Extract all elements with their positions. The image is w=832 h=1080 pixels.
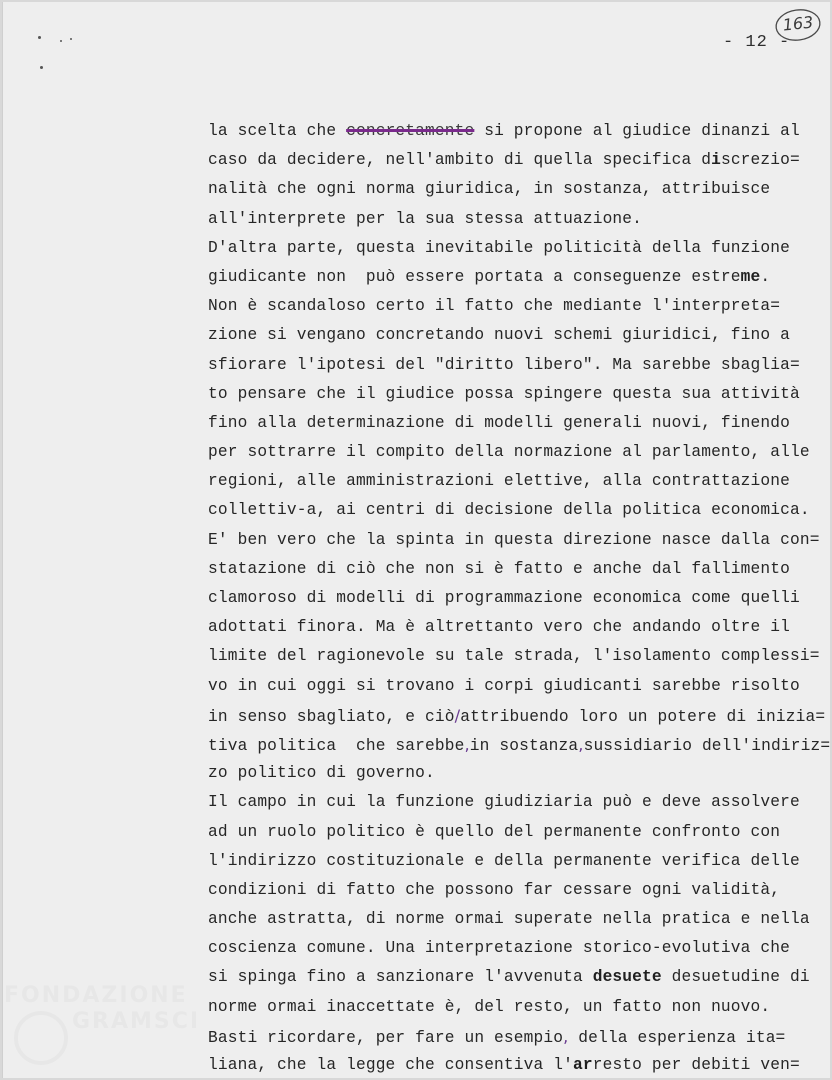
text-segment: tiva politica che sarebbe [208, 736, 465, 755]
text-segment: vo in cui oggi si trovano i corpi giudicanti sarebbe risolto [208, 676, 800, 695]
text-segment: to pensare che il giudice possa spingere questa sua attività [208, 384, 800, 403]
text-line [208, 642, 820, 671]
text-line [208, 905, 808, 934]
text-segment: attribuendo loro un potere di inizia= [460, 707, 826, 726]
text-segment: per sottrarre il compito della normazione al parlamento, alle [208, 443, 810, 462]
text-segment: resto per debiti ven= [592, 1056, 800, 1074]
text-segment: adottati finora. Ma è altrettanto vero che andando oltre il [208, 618, 790, 637]
archive-number-text: 163 [781, 12, 815, 35]
text-line [208, 818, 808, 847]
text-line [208, 1051, 808, 1080]
archive-watermark [0, 975, 230, 1075]
handwritten-mark: / [454, 705, 461, 725]
text-segment: anche astratta, di norme ormai superate nella pratica e nella [208, 910, 810, 929]
text-segment: E' ben vero che la spinta in questa direzione nasce dalla con= [208, 530, 820, 549]
text-segment: sfiorare l'ipotesi del "diritto libero". Ma sarebbe sbaglia= [208, 355, 800, 374]
text-line [208, 292, 808, 321]
text-segment: Il campo in cui la funzione giudiziaria può e deve assolvere [208, 793, 800, 812]
text-line [208, 701, 826, 730]
text-line [208, 146, 808, 175]
text-line [208, 205, 808, 234]
text-line [208, 351, 808, 380]
text-line [208, 234, 808, 263]
text-segment: condizioni di fatto che possono far cessare ogni validità, [208, 880, 781, 899]
text-line [208, 380, 808, 409]
text-segment: nalità che ogni norma giuridica, in sostanza, attribuisce [208, 180, 771, 199]
paper-speck [60, 40, 62, 42]
text-line [208, 584, 808, 613]
handwritten-mark: , [578, 734, 584, 754]
text-segment: clamoroso di modelli di programmazione economica come quelli [208, 589, 800, 607]
text-segment: caso da decidere, nell'ambito di quella specifica d [208, 151, 712, 170]
text-segment: sussidiario dell'indiriz= [583, 736, 831, 755]
text-segment: . [760, 267, 771, 286]
text-segment: limite del ragionevole su tale strada, l'isolamento complessi= [208, 647, 820, 666]
text-line [208, 438, 808, 467]
text-line [208, 555, 808, 584]
text-line [208, 672, 808, 701]
text-segment: Basti ricordare, per fare un esempio [208, 1028, 564, 1047]
text-line [208, 613, 808, 642]
text-segment: giudicante non può essere portata a conseguenze estre [208, 267, 741, 286]
paper-speck [40, 66, 43, 69]
overtyped-text: me [740, 267, 761, 286]
text-segment: zo politico di governo. [208, 764, 435, 783]
text-line [208, 175, 808, 204]
text-segment: regioni, alle amministrazioni elettive, alla contrattazione [208, 472, 790, 491]
overtyped-text: ar [572, 1056, 593, 1074]
text-line [208, 847, 808, 876]
watermark-logo-icon [14, 1011, 68, 1065]
text-segment: della esperienza ita= [568, 1028, 786, 1047]
archive-number-stamp [773, 6, 823, 44]
text-segment: desuetudine di [661, 968, 810, 987]
struck-word: concretamente [346, 122, 475, 140]
text-segment: ad un ruolo politico è quello del permanente confronto con [208, 822, 781, 841]
text-segment: l'indirizzo costituzionale e della permanente verifica delle [208, 851, 800, 870]
text-line [208, 263, 808, 292]
text-segment: statazione di ciò che non si è fatto e anche dal fallimento [208, 559, 790, 578]
text-line [208, 409, 808, 438]
text-segment: in senso sbagliato, e ciò [208, 707, 455, 726]
text-segment: si propone al giudice dinanzi al [474, 122, 800, 140]
text-line [208, 321, 808, 350]
text-line [208, 1022, 808, 1051]
text-segment: liana, che la legge che consentiva l' [208, 1056, 573, 1074]
text-segment: in sostanza [469, 736, 579, 755]
text-segment: collettiv-a, ai centri di decisione della politica economica. [208, 501, 810, 520]
page-number: - 12 - [723, 33, 791, 52]
text-segment: fino alla determinazione di modelli generali nuovi, finendo [208, 413, 790, 432]
paper-speck [38, 36, 41, 39]
text-segment: all'interprete per la sua stessa attuazione. [208, 209, 643, 228]
text-segment: screzio= [720, 151, 800, 170]
paper-speck [70, 38, 72, 40]
text-segment: si spinga fino a sanzionare l'avvenuta [208, 968, 593, 987]
text-line [208, 993, 808, 1022]
text-line [208, 963, 808, 992]
text-line [208, 876, 808, 905]
text-segment: D'altra parte, questa inevitabile politicità della funzione [208, 238, 790, 257]
text-line [208, 759, 808, 788]
text-line [208, 467, 808, 496]
text-line [208, 496, 808, 525]
text-segment: la scelta che [208, 122, 347, 140]
handwritten-mark: , [464, 734, 470, 754]
watermark-line-2: GRAMSCI [72, 1009, 201, 1034]
overtyped-text: desuete [592, 968, 662, 987]
text-segment: zione si vengano concretando nuovi schemi giuridici, fino a [208, 326, 790, 345]
text-line [208, 934, 808, 963]
handwritten-mark: , [563, 1026, 569, 1046]
text-segment: Non è scandaloso certo il fatto che mediante l'interpreta= [208, 297, 781, 316]
text-line [208, 526, 820, 555]
overtyped-text: i [711, 151, 721, 170]
typed-body-text [208, 117, 831, 1080]
text-line [208, 117, 808, 146]
text-line [208, 788, 808, 817]
text-segment: coscienza comune. Una interpretazione storico-evolutiva che [208, 939, 790, 958]
watermark-line-1: FONDAZIONE [4, 983, 188, 1008]
text-line [208, 730, 831, 759]
text-segment: norme ormai inaccettate è, del resto, un fatto non nuovo. [208, 997, 771, 1016]
